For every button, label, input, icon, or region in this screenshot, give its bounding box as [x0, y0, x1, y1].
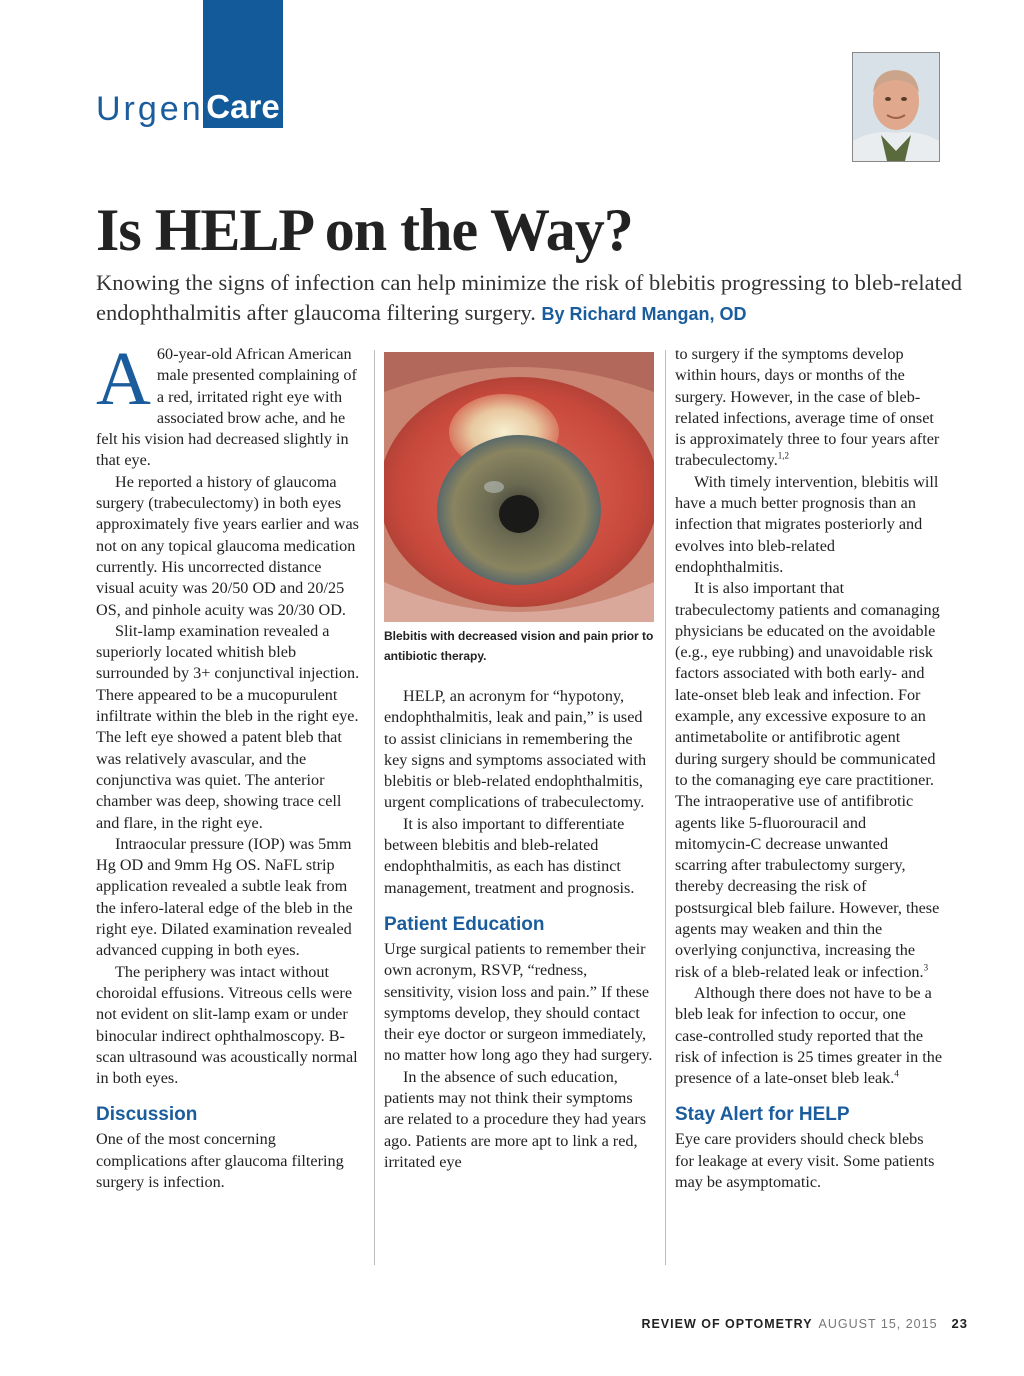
column-1	[96, 337, 364, 1193]
paragraph-text: It is also important that trabeculectomy patients and comanaging physicians be educated on the avoidable (e.g., eye rubbing) and unavoidable risk factors associated with both early- and late-onset bleb leak and infection. For example, any excessive exposure to an antimetabolite or antifibrotic agent during surgery should be communicated to the comanaging eye care practitioner. The intraoperative use of antifibrotic agents like 5-fluorouracil and mitomycin-C decrease unwanted scarring after trabulectomy surgery, thereby decreasing the risk of postsurgical bleb failure. However, these agents may weaken and thin the overlying conjunctiva, increasing the risk of a bleb-related leak or infection.	[675, 579, 940, 981]
paragraph	[96, 337, 364, 472]
paragraph: He reported a history of glaucoma surgery (trabeculectomy) in both eyes approximately five years earlier and was not on any topical glaucoma medication currently. His uncorrected distance visual acuity was 20/50 OD and 20/25 OS, and pinhole acuity was 20/30 OD.	[96, 472, 359, 619]
paragraph: Slit-lamp examination revealed a superiorly located whitish bleb surrounded by 3+ conjunctival injection. There appeared to be a mucopurulent infiltrate within the bleb in the right eye. The left eye showed a patent bleb that was relatively avascular, and the conjunctiva was quiet. The anterior chamber was deep, showing trace cell and flare, in the right eye.	[96, 621, 360, 832]
subhead-discussion: Discussion	[96, 1104, 198, 1126]
reference-marker: 1,2	[777, 451, 790, 462]
column-rule	[374, 350, 375, 1265]
publication-name: REVIEW OF OPTOMETRY	[641, 1317, 813, 1331]
paragraph	[675, 983, 943, 1089]
author-portrait-photo	[852, 52, 940, 162]
deck-text: Knowing the signs of infection can help minimize the risk of blebitis progressing to bleb-related endophthalmitis after glaucoma filtering surgery.	[96, 270, 963, 325]
paragraph: HELP, an acronym for “hypotony, endophthalmitis, leak and pain,” is used to assist clinicians in remembering the key signs and symptoms associated with blebitis or bleb-related endophthalmitis, urgent complications of trabeculectomy.	[384, 687, 647, 812]
article-deck	[96, 268, 996, 329]
paragraph: The periphery was intact without choroidal effusions. Vitreous cells were not evident on slit-lamp exam or under binocular indirect ophthalmoscopy. B-scan ultrasound was acoustically normal in both eyes.	[96, 962, 358, 1088]
paragraph: Urge surgical patients to remember their own acronym, RSVP, “redness, sensitivity, vision loss and pain.” If these symptoms develop, they should contact their eye doctor or surgeon immediately, no matter how long ago they had surgery.	[384, 939, 653, 1065]
issue-date: AUGUST 15, 2015	[818, 1317, 938, 1331]
paragraph	[675, 578, 943, 983]
paragraph: It is also important to differentiate between blebitis and bleb-related endophthalmitis, as each has distinct management, treatment and prognosis.	[384, 814, 635, 897]
reference-marker: 3	[923, 962, 929, 973]
drop-cap: A	[96, 337, 151, 421]
paragraph-text: 60-year-old African American male presented complaining of a red, irritated right eye with associated brow ache, and he felt his vision had decreased slightly in that eye.	[96, 345, 357, 470]
paragraph: One of the most concerning complications after glaucoma filtering surgery is infection.	[96, 1130, 344, 1191]
column-rule	[665, 350, 666, 1265]
reference-marker: 4	[894, 1068, 899, 1079]
byline: By Richard Mangan, OD	[541, 304, 747, 324]
paragraph: In the absence of such education, patients may not think their symptoms are related to a procedure they had years ago. Patients are more apt to link a red, irritated eye	[384, 1067, 647, 1171]
page-footer	[641, 1316, 968, 1331]
paragraph	[675, 344, 943, 472]
subhead-stay-alert: Stay Alert for HELP	[675, 1104, 850, 1126]
column-2	[384, 686, 654, 1173]
page-number: 23	[951, 1316, 968, 1331]
paragraph-text: Although there does not have to be a bleb leak for infection to occur, one case-controlled study reported that the risk of infection is 25 times greater in the presence of a late-onset bleb leak.	[675, 983, 943, 1088]
section-tag-name: Care	[206, 88, 280, 125]
column-3	[675, 344, 943, 1193]
article-title: Is HELP on the Way?	[96, 197, 633, 263]
subhead-patient-education: Patient Education	[384, 913, 545, 935]
section-tag-prefix: Urgent	[96, 90, 217, 128]
paragraph: With timely intervention, blebitis will have a much better prognosis than an infection that migrates posteriorly and evolves into bleb-related endophthalmitis.	[675, 472, 939, 576]
paragraph: Eye care providers should check blebs for leakage at every visit. Some patients may be asymptomatic.	[675, 1130, 935, 1191]
blebitis-eye-photo	[384, 352, 654, 622]
figure-caption: Blebitis with decreased vision and pain prior to antibiotic therapy.	[384, 629, 654, 663]
paragraph: Intraocular pressure (IOP) was 5mm Hg OD and 9mm Hg OS. NaFL strip application revealed a subtle leak from the infero-lateral edge of the bleb in the right eye. Dilated examination revealed advanced cupping in both eyes.	[96, 834, 353, 960]
paragraph-text: to surgery if the symptoms develop within hours, days or months of the surgery. However, in the case of bleb-related infections, average time of onset is approximately three to four years after trabeculectomy.	[675, 345, 940, 470]
